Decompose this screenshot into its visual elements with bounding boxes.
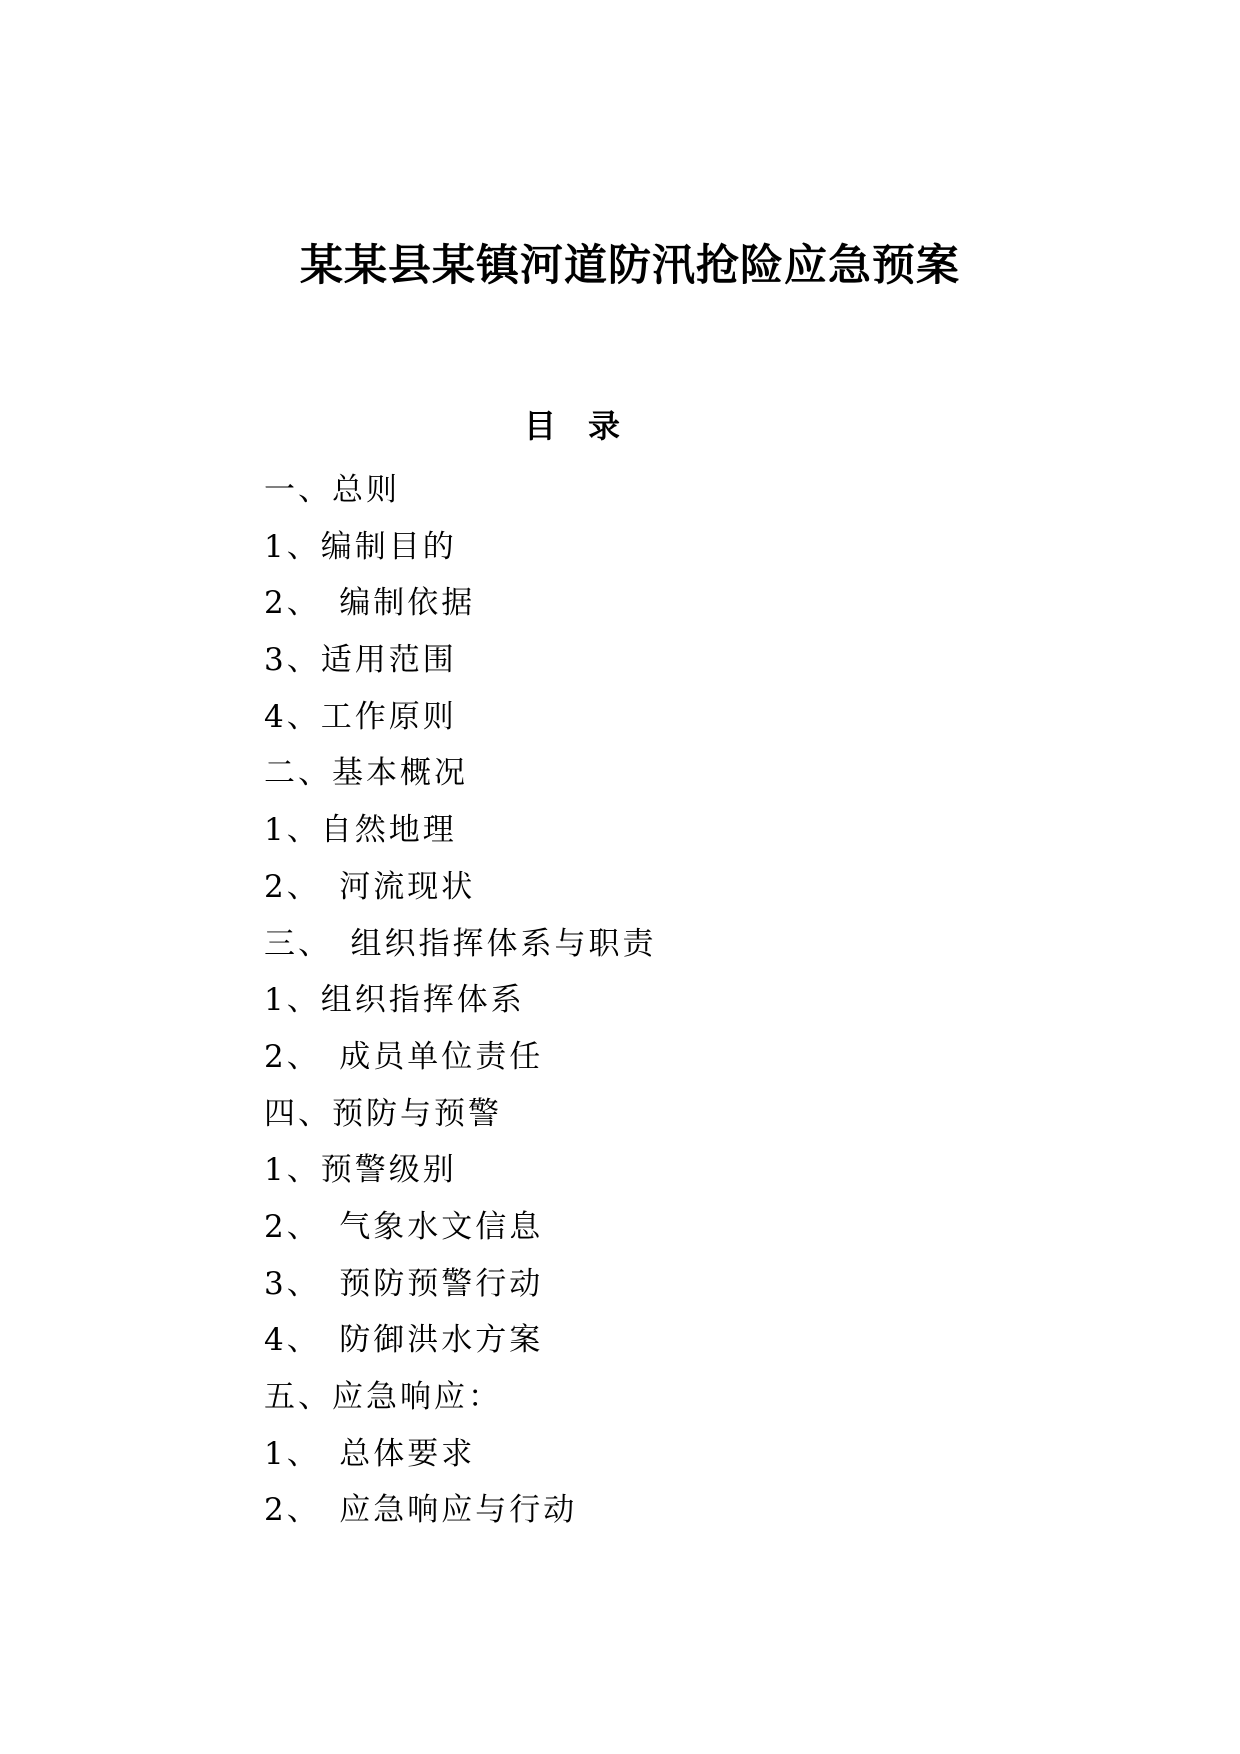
table-of-contents — [264, 462, 657, 1539]
toc-item-section-1: 一、总则 — [264, 472, 400, 508]
toc-item-3-1: 1、组织指挥体系 — [264, 982, 525, 1019]
toc-item-section-5: 五、应急响应： — [264, 1379, 502, 1415]
document-title: 某某县某镇河道防汛抢险应急预案 — [300, 241, 960, 291]
toc-item-1-2: 2、 编制依据 — [264, 585, 476, 622]
toc-item-5-1: 1、 总体要求 — [264, 1435, 476, 1472]
toc-heading: 目 录 — [523, 407, 620, 445]
toc-item-1-1: 1、编制目的 — [264, 528, 457, 565]
toc-item-1-3: 3、适用范围 — [264, 642, 457, 679]
toc-item-1-4: 4、工作原则 — [264, 698, 457, 735]
toc-item-5-2: 2、 应急响应与行动 — [264, 1492, 578, 1529]
toc-item-4-1: 1、预警级别 — [264, 1152, 457, 1189]
toc-item-4-2: 2、 气象水文信息 — [264, 1208, 544, 1245]
toc-item-2-1: 1、自然地理 — [264, 812, 457, 849]
toc-item-3-2: 2、 成员单位责任 — [264, 1038, 544, 1075]
toc-item-4-3: 3、 预防预警行动 — [264, 1265, 544, 1302]
toc-item-section-3: 三、 组织指挥体系与职责 — [264, 925, 657, 962]
toc-item-section-4: 四、预防与预警 — [264, 1095, 502, 1132]
toc-item-2-2: 2、 河流现状 — [264, 868, 476, 905]
toc-item-section-2: 二、基本概况 — [264, 755, 468, 792]
toc-item-4-4: 4、 防御洪水方案 — [264, 1322, 544, 1359]
